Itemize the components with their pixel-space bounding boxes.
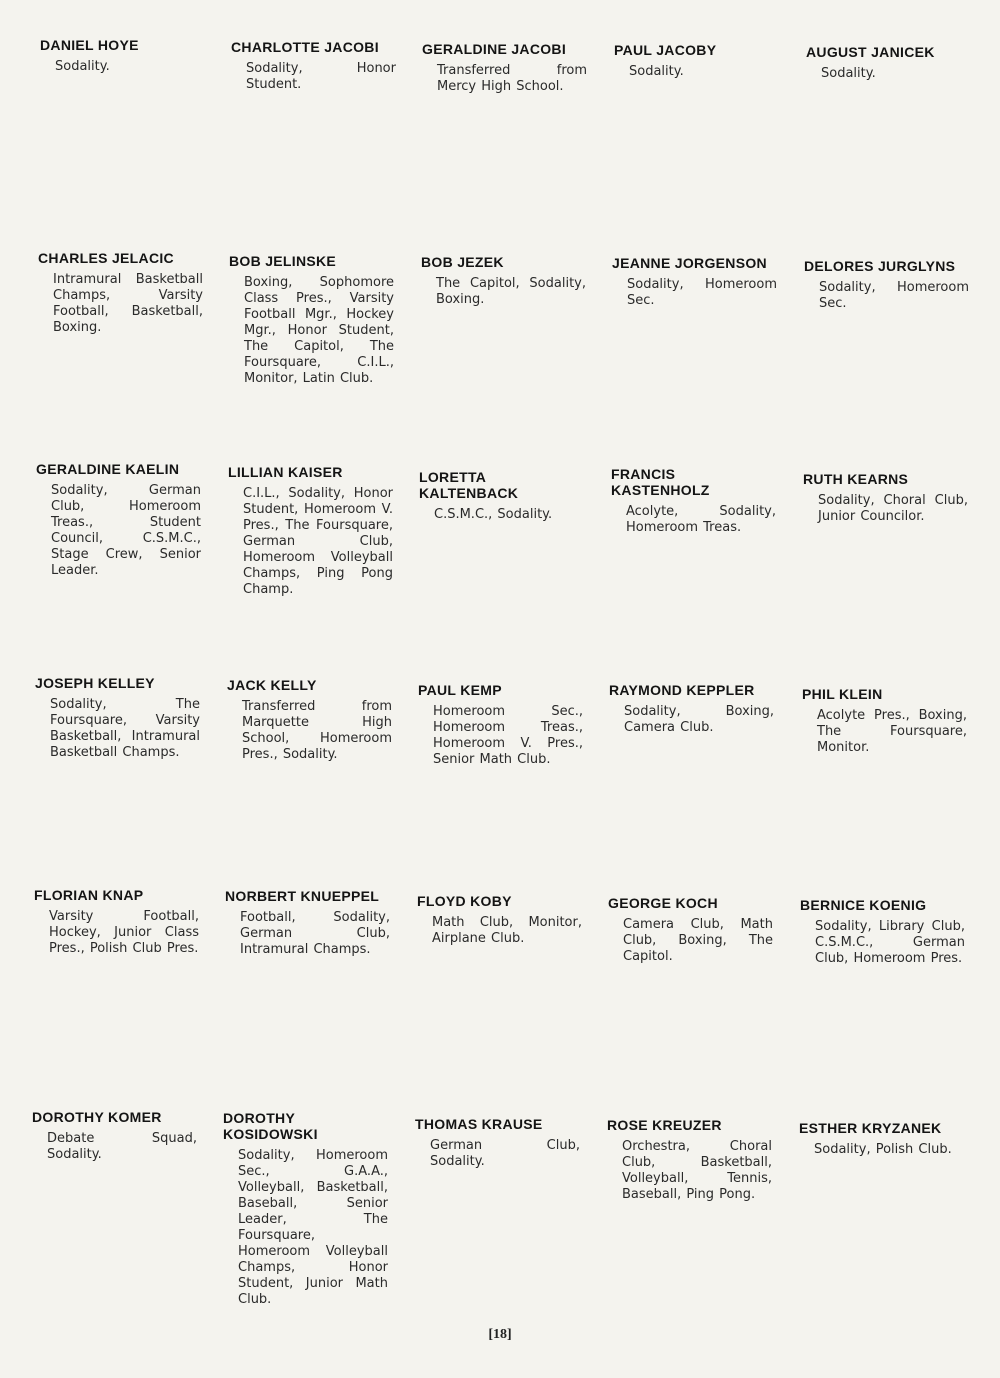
student-activities: Sodality, German Club, Homeroom Treas., Student Council, C.S.M.C., Stage Crew, Senior Leader. [51, 483, 201, 578]
student-entry [419, 469, 569, 523]
student-activities: Varsity Football, Hockey, Junior Class Pres., Polish Club Pres. [49, 909, 199, 956]
student-entry [415, 1116, 595, 1170]
student-name: LORETTA KALTENBACK [419, 469, 519, 501]
student-activities: The Capitol, Sodality, Boxing. [436, 276, 586, 307]
student-name: GERALDINE JACOBI [422, 41, 567, 57]
student-activities: Sodality. [821, 66, 876, 81]
student-activities: Sodality, The Foursquare, Varsity Basketball, Intramural Basketball Champs. [50, 697, 200, 760]
student-name: PAUL KEMP [418, 682, 502, 698]
student-name: RAYMOND KEPPLER [609, 682, 755, 698]
student-entry [611, 466, 776, 536]
student-entry [417, 893, 597, 947]
student-activities: Transferred from Marquette High School, Homeroom Pres., Sodality. [242, 699, 392, 762]
student-name: FRANCIS KASTENHOLZ [611, 466, 710, 498]
student-entry [229, 253, 409, 387]
student-name: DOROTHY KOMER [32, 1109, 162, 1125]
student-name: PAUL JACOBY [614, 42, 717, 58]
student-name: ESTHER KRYZANEK [799, 1120, 942, 1136]
student-name: DOROTHY KOSIDOWSKI [223, 1110, 318, 1142]
student-name: BOB JEZEK [421, 254, 504, 270]
student-entry [609, 682, 789, 736]
student-name: JACK KELLY [227, 677, 317, 693]
student-entry [34, 887, 214, 957]
student-activities: Acolyte, Sodality, Homeroom Treas. [626, 504, 776, 535]
student-name: JOSEPH KELLEY [35, 675, 155, 691]
student-entry [35, 675, 215, 761]
student-activities: Transferred from Mercy High School. [437, 63, 587, 94]
student-entry [614, 42, 794, 80]
student-entry [418, 682, 598, 768]
student-entry [421, 254, 601, 308]
student-entry [36, 461, 216, 579]
student-entry [800, 897, 980, 967]
student-name: NORBERT KNUEPPEL [225, 888, 380, 904]
student-name: RUTH KEARNS [803, 471, 909, 487]
student-name: JEANNE JORGENSON [612, 255, 767, 271]
student-name: CHARLOTTE JACOBI [231, 39, 379, 55]
student-activities: C.S.M.C., Sodality. [434, 507, 553, 522]
student-activities: Acolyte Pres., Boxing, The Foursquare, Monitor. [817, 708, 967, 755]
student-activities: Intramural Basketball Champs, Varsity Football, Basketball, Boxing. [53, 272, 203, 335]
student-name: DELORES JURGLYNS [804, 258, 956, 274]
student-name: LILLIAN KAISER [228, 464, 343, 480]
student-activities: Sodality, Polish Club. [814, 1142, 952, 1157]
student-entry [231, 39, 411, 93]
student-activities: Football, Sodality, German Club, Intramural Champs. [240, 910, 390, 957]
student-entry [804, 258, 984, 312]
student-entry [806, 44, 986, 82]
student-entry [227, 677, 407, 763]
student-activities: C.I.L., Sodality, Honor Student, Homeroom V. Pres., The Foursquare, German Club, Homeroom Volleyball Champs, Ping Pong Champ. [243, 486, 393, 597]
student-entry [32, 1109, 212, 1163]
student-activities: German Club, Sodality. [430, 1138, 580, 1169]
page-number: [18] [488, 1327, 512, 1342]
student-entry [228, 464, 408, 598]
student-entry [38, 250, 218, 336]
student-activities: Debate Squad, Sodality. [47, 1131, 197, 1162]
student-name: FLORIAN KNAP [34, 887, 144, 903]
student-entry [225, 888, 405, 958]
student-name: FLOYD KOBY [417, 893, 512, 909]
student-activities: Math Club, Monitor, Airplane Club. [432, 915, 582, 946]
student-name: GERALDINE KAELIN [36, 461, 180, 477]
student-entry [803, 471, 983, 525]
student-activities: Boxing, Sophomore Class Pres., Varsity Football Mgr., Hockey Mgr., Honor Student, The Capitol, The Foursquare, C.I.L., Monitor, Latin Club. [244, 275, 394, 386]
student-activities: Orchestra, Choral Club, Basketball, Volleyball, Tennis, Baseball, Ping Pong. [622, 1139, 772, 1202]
student-activities: Camera Club, Math Club, Boxing, The Capitol. [623, 917, 773, 964]
student-activities: Homeroom Sec., Homeroom Treas., Homeroom V. Pres., Senior Math Club. [433, 704, 583, 767]
student-entry [40, 37, 220, 75]
student-name: BOB JELINSKE [229, 253, 337, 269]
student-name: ROSE KREUZER [607, 1117, 722, 1133]
student-entry [799, 1120, 979, 1158]
student-name: GEORGE KOCH [608, 895, 718, 911]
student-activities: Sodality, Honor Student. [246, 61, 396, 92]
student-entry [608, 895, 788, 965]
student-activities: Sodality, Homeroom Sec. [819, 280, 969, 311]
student-name: THOMAS KRAUSE [415, 1116, 543, 1132]
student-activities: Sodality, Homeroom Sec., G.A.A., Volleyball, Basketball, Baseball, Senior Leader, The Foursquare, Homeroom Volleyball Champs, Honor Student, Junior Math Club. [238, 1148, 388, 1307]
student-entry [612, 255, 792, 309]
student-entry [802, 686, 982, 756]
student-activities: Sodality. [629, 64, 684, 79]
student-name: DANIEL HOYE [40, 37, 139, 53]
student-entry [223, 1110, 388, 1308]
student-activities: Sodality. [55, 59, 110, 74]
student-entry [607, 1117, 787, 1203]
student-activities: Sodality, Library Club, C.S.M.C., German Club, Homeroom Pres. [815, 919, 965, 966]
student-name: AUGUST JANICEK [806, 44, 935, 60]
student-name: PHIL KLEIN [802, 686, 883, 702]
student-activities: Sodality, Boxing, Camera Club. [624, 704, 774, 735]
student-name: CHARLES JELACIC [38, 250, 174, 266]
student-activities: Sodality, Choral Club, Junior Councilor. [818, 493, 968, 524]
student-entry [422, 41, 602, 95]
student-name: BERNICE KOENIG [800, 897, 927, 913]
student-activities: Sodality, Homeroom Sec. [627, 277, 777, 308]
